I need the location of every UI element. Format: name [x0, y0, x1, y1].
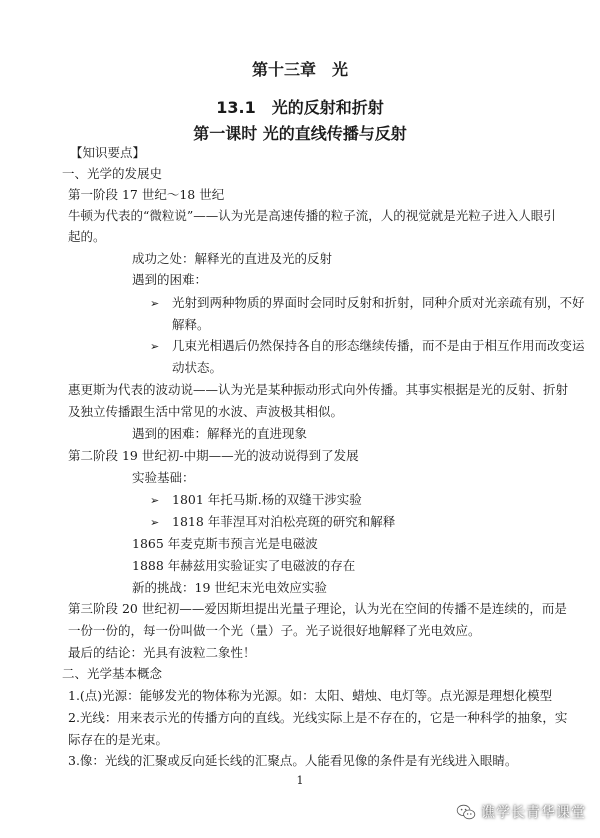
- stage-one: 第一阶段 17 世纪～18 世纪: [68, 187, 225, 202]
- huygens-line-1: 惠更斯为代表的波动说——认为光是某种振动形式向外传播。其事实根据是光的反射、折射: [68, 382, 569, 397]
- arrow-bullet-icon: ➢: [150, 340, 160, 353]
- bullet-item-4: [150, 514, 395, 531]
- newton-line-1: 牛顿为代表的“微粒说”——认为光是高速传播的粒子流，人的视觉就是光粒子进入人眼引: [68, 208, 556, 223]
- concept-2-line-2: 际存在的是光束。: [68, 732, 169, 747]
- section-heading-concepts: 二、光学基本概念: [62, 666, 163, 681]
- knowledge-tag: 【知识要点】: [70, 145, 146, 160]
- newton-line-2: 起的。: [68, 229, 106, 244]
- stage-three-line-2: 一份一份的，每一份叫做一个光（量）子。光子说很好地解释了光电效应。: [68, 623, 481, 638]
- arrow-bullet-icon: ➢: [150, 494, 160, 507]
- stage-three-line-1: 第三阶段 20 世纪初——爱因斯坦提出光量子理论，认为光在空间的传播不是连续的，而是: [68, 601, 567, 616]
- bullet-item-2: [150, 338, 585, 355]
- difficulty-line-1: 遇到的困难：: [132, 272, 208, 287]
- bullet-text: 几束光相遇后仍然保持各自的形态继续传播，而不是由于相互作用而改变运: [172, 338, 585, 353]
- bullet-text: 光射到两种物质的界面时会同时反射和折射，同种介质对光亲疏有别，不好: [172, 295, 585, 310]
- arrow-bullet-icon: ➢: [150, 516, 160, 529]
- challenge-line: 新的挑战：19 世纪末光电效应实验: [132, 580, 327, 595]
- bullet-item-2-cont: 动状态。: [172, 360, 223, 375]
- success-line: 成功之处：解释光的直进及光的反射: [132, 251, 333, 266]
- bullet-item-3: [150, 492, 362, 509]
- huygens-line-2: 及独立传播跟生活中常见的水波、声波极其相似。: [68, 404, 344, 419]
- arrow-bullet-icon: ➢: [150, 297, 160, 310]
- concept-2-line-1: 2.光线：用来表示光的传播方向的直线。光线实际上是不存在的，它是一种科学的抽象，实: [68, 710, 568, 725]
- bullet-text: 1801 年托马斯.杨的双缝干涉实验: [172, 492, 362, 507]
- experiment-basis: 实验基础：: [132, 470, 195, 485]
- bullet-item-1: [150, 295, 585, 312]
- wechat-icon: [456, 804, 476, 820]
- difficulty-line-2: 遇到的困难：解释光的直进现象: [132, 426, 308, 441]
- page-number: 1: [296, 774, 304, 787]
- concept-1: 1.(点)光源：能够发光的物体称为光源。如：太阳、蜡烛、电灯等。点光源是理想化模型: [68, 688, 553, 703]
- maxwell-line: 1865 年麦克斯韦预言光是电磁波: [132, 536, 318, 551]
- chapter-title: 第十三章 光: [251, 60, 348, 79]
- watermark-text: 谯学长青华课堂: [481, 805, 586, 821]
- conclusion-line: 最后的结论：光具有波粒二象性！: [68, 645, 256, 660]
- hertz-line: 1888 年赫兹用实验证实了电磁波的存在: [132, 558, 356, 573]
- concept-3: 3.像：光线的汇聚或反向延长线的汇聚点。人能看见像的条件是有光线进入眼睛。: [68, 753, 518, 768]
- watermark: [456, 802, 586, 822]
- bullet-text: 1818 年菲涅耳对泊松亮斑的研究和解释: [172, 514, 396, 529]
- section-heading-history: 一、光学的发展史: [62, 166, 163, 181]
- stage-two: 第二阶段 19 世纪初-中期——光的波动说得到了发展: [68, 448, 359, 463]
- lesson-title: 第一课时 光的直线传播与反射: [193, 124, 407, 143]
- bullet-item-1-cont: 解释。: [172, 317, 210, 332]
- section-title: 13.1 光的反射和折射: [216, 98, 384, 117]
